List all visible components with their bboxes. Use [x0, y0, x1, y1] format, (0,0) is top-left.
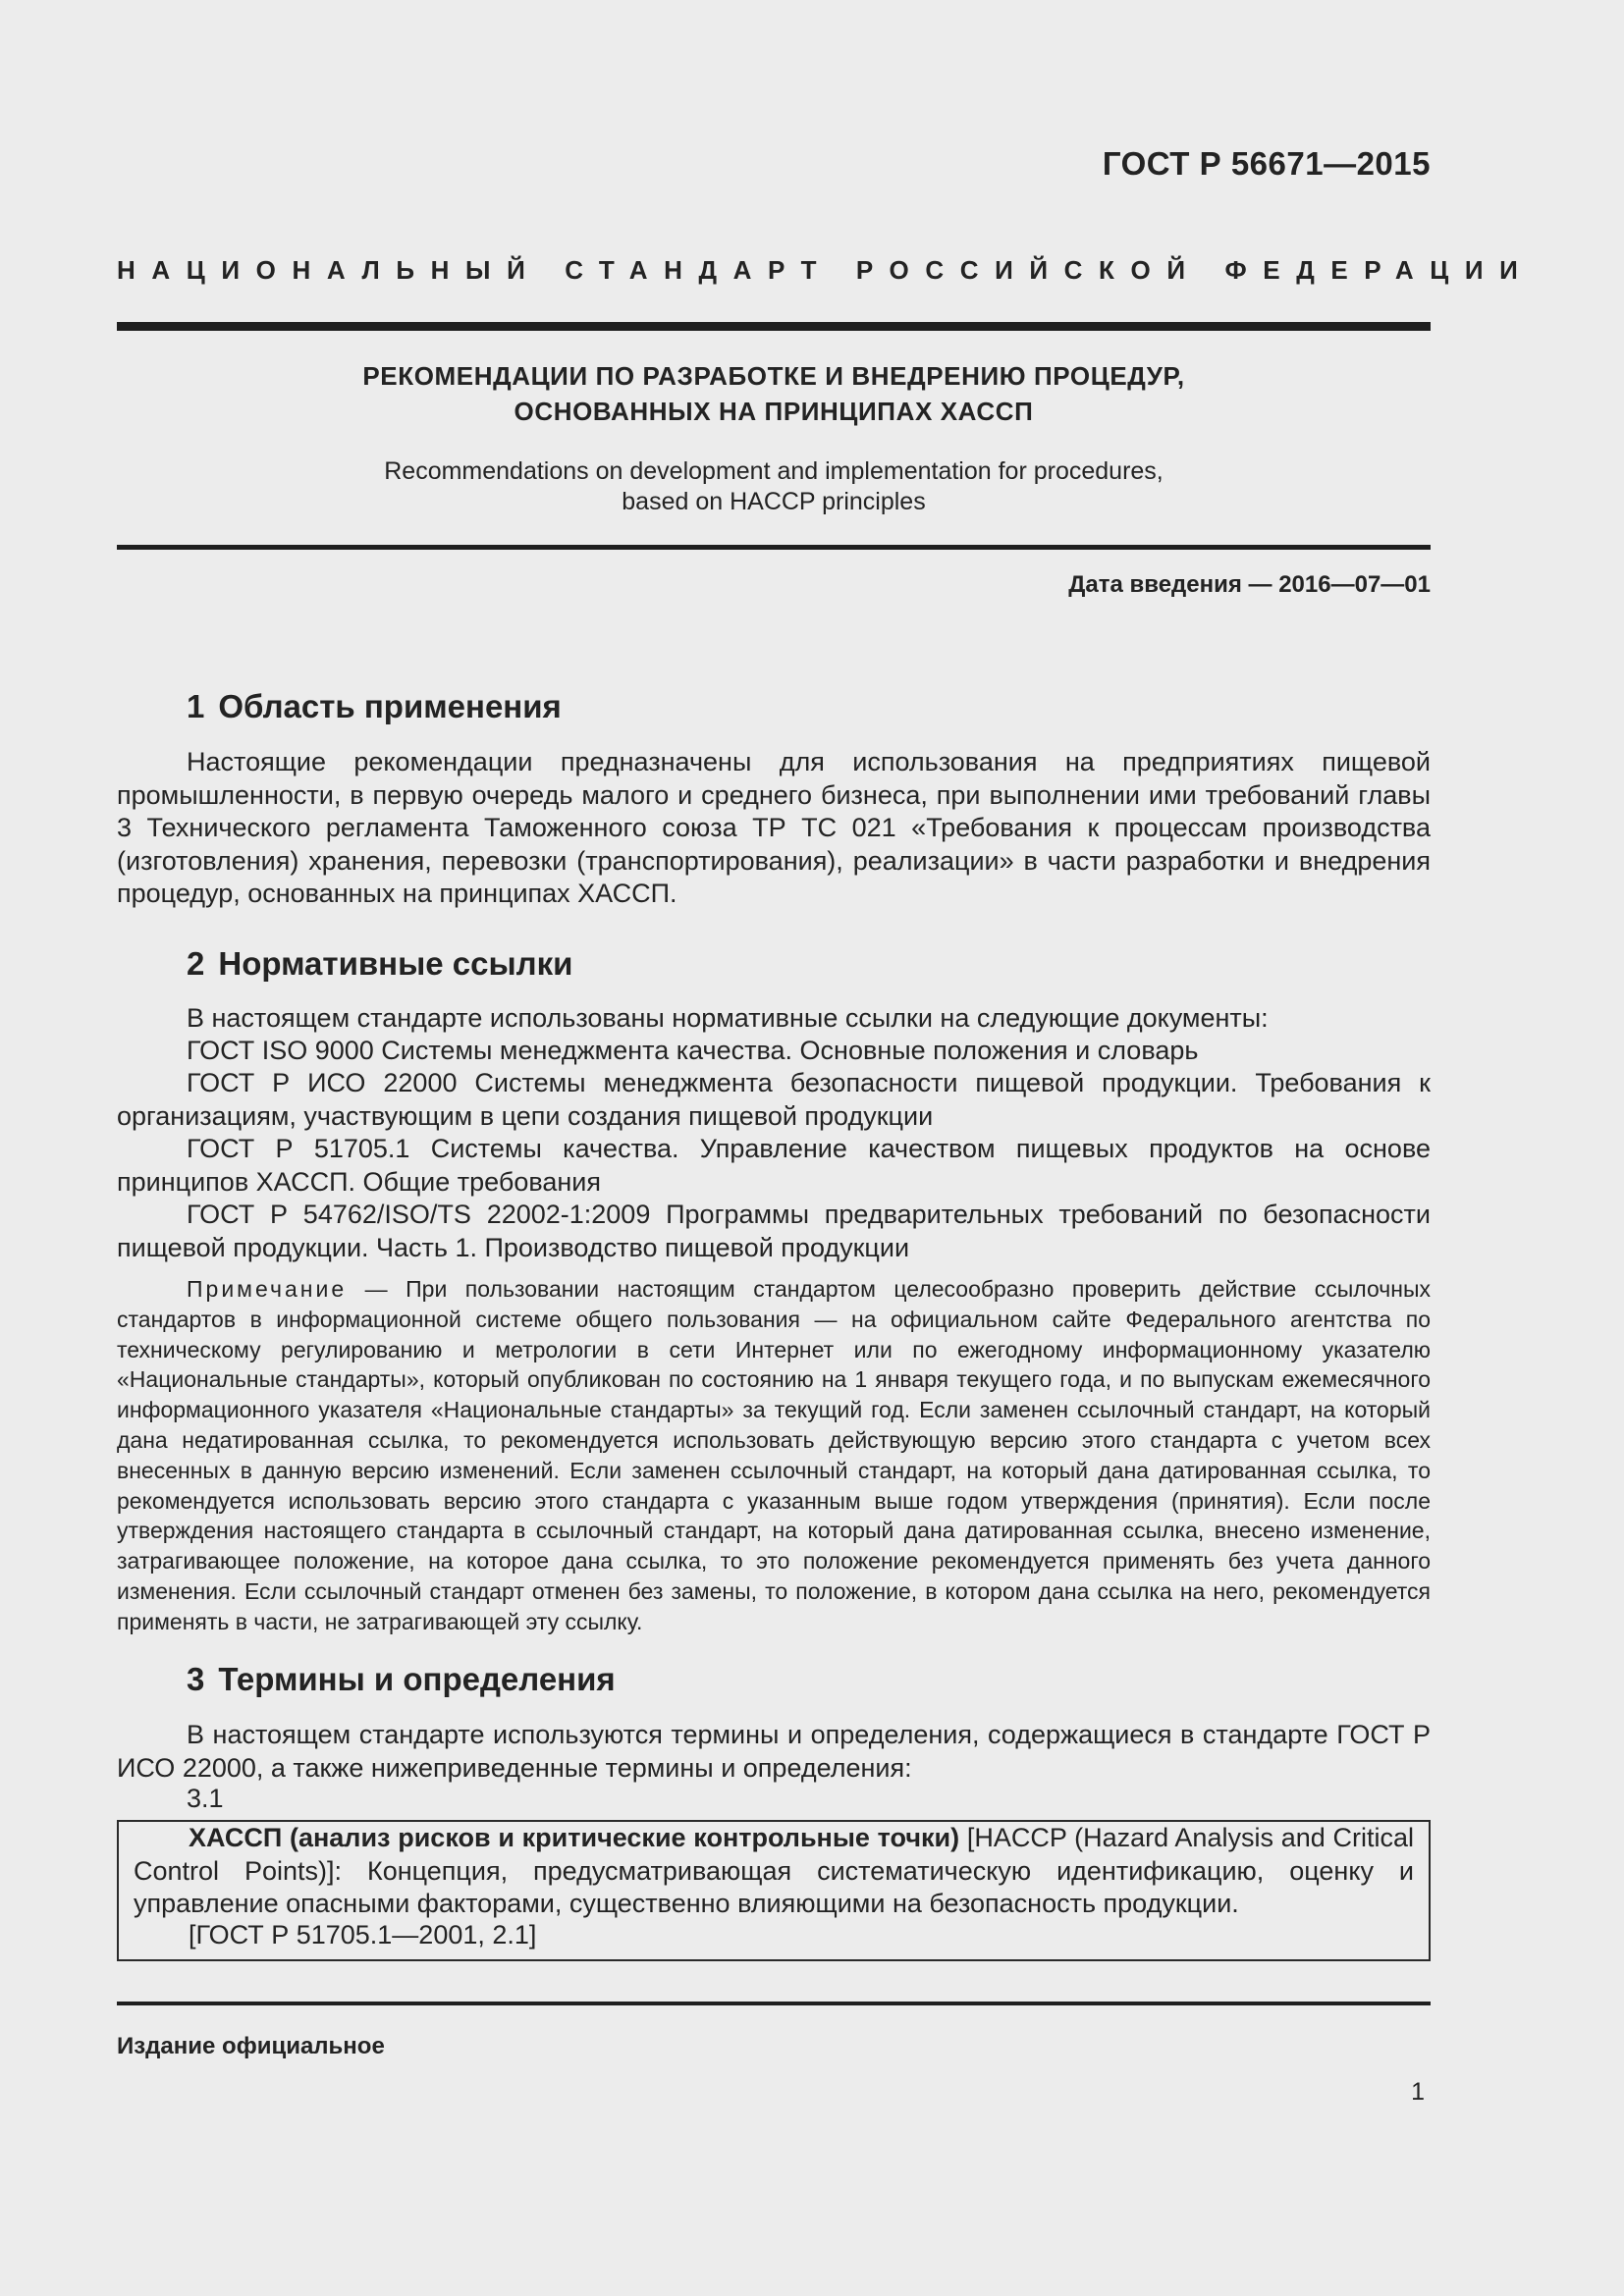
section-1-text: Настоящие рекомендации предназначены для использования на предприятиях пищевой промышленности, в первую очередь малого и среднего бизнеса, при выполнении ими требований главы 3 Технического регламента Таможенного союза ТР ТС 021 «Требования к процессам производства (изготовления) хранения, перевозки (транспортирования), реализации» в части разработки и внедрения процедур, основанных на принципах ХАССП.: [117, 747, 1431, 908]
page-number: 1: [1411, 2078, 1425, 2106]
section-1-heading: [187, 688, 562, 725]
official-edition-label: Издание официальное: [117, 2033, 385, 2059]
section-1-number: 1: [187, 688, 205, 724]
section-2-title: Нормативные ссылки: [218, 945, 573, 982]
term-definition-box: [117, 1820, 1431, 1961]
title-divider: [117, 545, 1431, 550]
introduction-date: Дата введения — 2016—07—01: [1068, 571, 1431, 598]
section-2-number: 2: [187, 945, 205, 982]
title-en-line-1: Recommendations on development and implementation for procedures,: [384, 457, 1164, 485]
term-number: 3.1: [187, 1784, 224, 1813]
title-en-line-2: based on HACCP principles: [622, 488, 926, 515]
national-standard-heading: НАЦИОНАЛЬНЫЙ СТАНДАРТ РОССИЙСКОЙ ФЕДЕРАЦИИ: [117, 255, 1535, 285]
note-text: — При пользовании настоящим стандартом целесообразно проверить действие ссылочных стандартов в информационной системе общего пользования — на официальном сайте Федерального агентства по техническому регулированию и метрологии в сети Интернет или по ежегодному информационному указателю «Национальные стандарты», который опубликован по состоянию на 1 января текущего года, и по выпускам ежемесячного информационного указателя «Национальные стандарты» за текущий год. Если заменен ссылочный стандарт, на который дана недатированная ссылка, то рекомендуется использовать действующую версию этого стандарта с учетом всех внесенных в данную версию изменений. Если заменен ссылочный стандарт, на который дана датированная ссылка, то рекомендуется использовать версию этого стандарта с указанным выше годом утверждения (принятия). Если после утверждения настоящего стандарта в ссылочный стандарт, на который дана датированная ссылка, внесено изменение, затрагивающее положение, на которое дана ссылка, то это положение рекомендуется применять без учета данного изменения. Если ссылочный стандарт отменен без замены, то положение, в котором дана ссылка на него, рекомендуется применять в части, не затрагивающей эту ссылку.: [117, 1276, 1431, 1634]
term-source: [ГОСТ Р 51705.1—2001, 2.1]: [189, 1920, 537, 1949]
section-2-heading: [187, 945, 572, 983]
title-ru-line-1: РЕКОМЕНДАЦИИ ПО РАЗРАБОТКЕ И ВНЕДРЕНИЮ ПРОЦЕДУР,: [362, 361, 1185, 391]
title-ru-line-2: ОСНОВАННЫХ НА ПРИНЦИПАХ ХАССП: [514, 397, 1034, 426]
title-english: [117, 456, 1431, 517]
normative-note: [117, 1274, 1431, 1637]
section-3-heading: [187, 1661, 616, 1698]
term-definition: [134, 1822, 1414, 1921]
document-page: [117, 0, 1535, 2296]
reference-item: ГОСТ Р 51705.1 Системы качества. Управление качеством пищевых продуктов на основе принципов ХАССП. Общие требования: [117, 1134, 1431, 1197]
reference-item: ГОСТ Р ИСО 22000 Системы менеджмента безопасности пищевой продукции. Требования к организациям, участвующим в цепи создания пищевой продукции: [117, 1068, 1431, 1131]
title-russian: [117, 358, 1431, 429]
header-divider: [117, 322, 1431, 331]
section-3-title: Термины и определения: [218, 1661, 616, 1697]
footer-divider: [117, 2002, 1431, 2005]
section-2-intro: В настоящем стандарте использованы нормативные ссылки на следующие документы:: [187, 1003, 1269, 1033]
note-label: Примечание: [187, 1276, 348, 1302]
term-name: ХАССП (анализ рисков и критические контрольные точки): [189, 1823, 960, 1852]
section-3-intro: В настоящем стандарте используются термины и определения, содержащиеся в стандарте ГОСТ Р ИСО 22000, а также нижеприведенные термины и определения:: [117, 1720, 1431, 1783]
section-1-title: Область применения: [218, 688, 562, 724]
reference-item: ГОСТ Р 54762/ISO/TS 22002-1:2009 Программы предварительных требований по безопасности пищевой продукции. Часть 1. Производство пищевой продукции: [117, 1200, 1431, 1262]
section-3-number: 3: [187, 1661, 205, 1697]
document-number: ГОСТ Р 56671—2015: [1102, 145, 1431, 182]
reference-item: ГОСТ ISO 9000 Системы менеджмента качества. Основные положения и словарь: [187, 1036, 1199, 1065]
term-description: [HACCP (Hazard Analysis and Critical Control Points)]: Концепция, предусматривающая систематическую идентификацию, оценку и управление опасными факторами, существенно влияющими на безопасность продукции.: [134, 1823, 1414, 1918]
